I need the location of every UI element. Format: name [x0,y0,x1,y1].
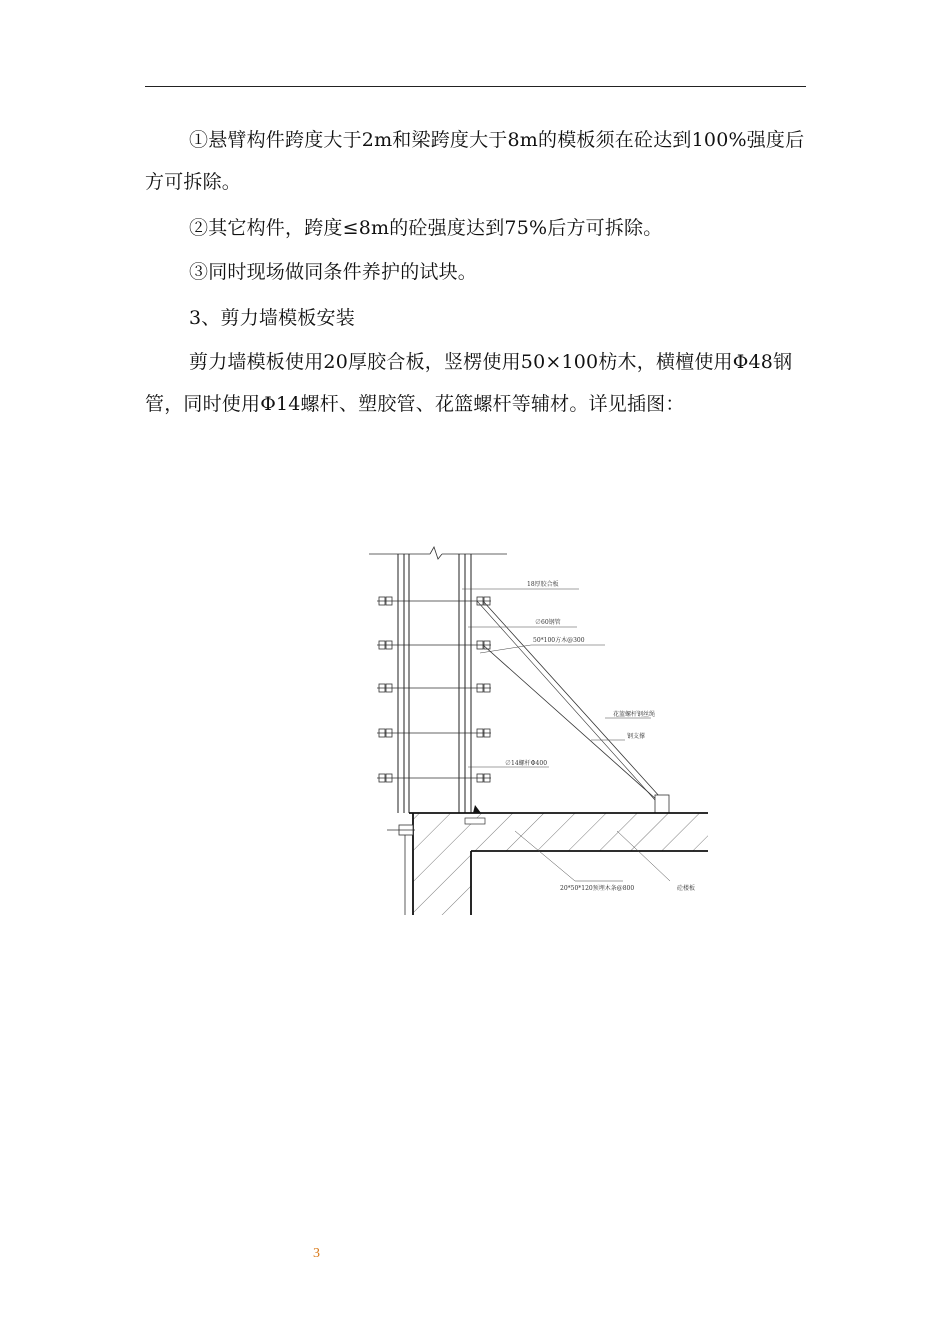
label-brace: 钢支撑 [627,733,646,740]
paragraph-1: ①悬臂构件跨度大于2m和梁跨度大于8m的模板须在砼达到100%强度后方可拆除。 [145,129,805,193]
label-timber: 50*100方木@300 [533,637,585,644]
paragraph-2: ②其它构件，跨度≤8m的砼强度达到75%后方可拆除。 [189,217,663,239]
label-embedded: 20*50*120预埋木条@800 [560,885,635,892]
label-floor-form: 砼楼板 [677,885,696,892]
label-turnbuckle: 花篮螺杆钢丝绳 [613,711,656,718]
section-heading: 3、剪力墙模板安装 [189,307,355,329]
header-rule [145,86,806,87]
shear-wall-formwork-diagram [355,535,725,925]
paragraph-3: ③同时现场做同条件养护的试块。 [189,261,478,283]
page-number: 3 [313,1246,320,1261]
paragraph-4: 剪力墙模板使用20厚胶合板，竖楞使用50×100枋木，横檀使用Φ48钢管，同时使用Φ14螺杆、塑胶管、花篮螺杆等辅材。详见插图： [145,351,793,415]
label-bolt: ∅14螺杆Φ400 [505,760,548,767]
label-steel-pipe: ∅60钢管 [535,619,561,626]
label-plywood: 18厚胶合板 [527,581,559,588]
